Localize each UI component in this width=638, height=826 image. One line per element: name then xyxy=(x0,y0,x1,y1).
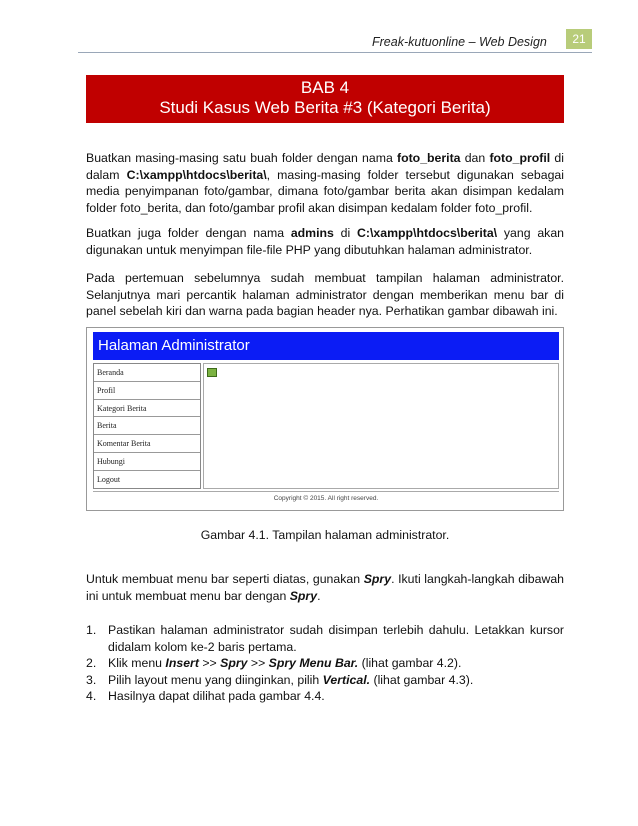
folder-name: foto_profil xyxy=(489,151,551,165)
running-title: Freak-kutuonline – Web Design xyxy=(372,35,547,49)
menu-item-logout[interactable]: Logout xyxy=(97,474,121,484)
list-item xyxy=(86,622,564,655)
step-text: >> xyxy=(198,656,221,671)
folder-name: foto_berita xyxy=(396,151,461,165)
text: Buatkan masing-masing satu buah folder dengan nama xyxy=(86,151,397,165)
list-number: 1. xyxy=(86,623,97,637)
paragraph-folders xyxy=(86,150,564,216)
list-item xyxy=(86,672,564,689)
text: Untuk membuat menu bar seperti diatas, gunakan xyxy=(86,572,364,586)
list-number: 4. xyxy=(86,689,97,704)
admin-sidebar-menu xyxy=(93,363,201,489)
text: di dalam xyxy=(86,151,564,182)
menu-item-hubungi[interactable]: Hubungi xyxy=(94,453,200,471)
broken-image-icon xyxy=(207,368,217,377)
step-text: >> xyxy=(247,656,269,671)
admin-header: Halaman Administrator xyxy=(93,332,559,360)
step-text: (lihat gambar 4.2). xyxy=(358,656,462,671)
text: . Ikuti langkah-langkah dibawah ini untuk membuat menu bar dengan xyxy=(86,572,564,603)
keyword: Spry xyxy=(220,656,248,671)
folder-path: C:\xampp\htdocs\berita\ xyxy=(357,226,498,240)
text: dan xyxy=(460,151,490,165)
paragraph-spry xyxy=(86,571,564,604)
folder-path: C:\xampp\htdocs\berita\ xyxy=(126,167,267,182)
text: . xyxy=(317,588,321,603)
menu-item-kategori-berita[interactable]: Kategori Berita xyxy=(94,400,200,418)
step-text: (lihat gambar 4.3). xyxy=(370,672,474,687)
text: , masing-masing folder tersebut digunakan sebagai media penyimpanan foto/gambar, dimana foto/gambar berita akan disimpan kedalam folder foto_berita, dan foto/gambar profil akan disimpan kedalam folder foto_profil. xyxy=(86,167,564,215)
menu-item-profil[interactable]: Profil xyxy=(94,382,200,400)
paragraph-admins xyxy=(86,225,564,258)
admin-footer: Copyright © 2015. All right reserved. xyxy=(93,491,559,506)
chapter-title: Studi Kasus Web Berita #3 (Kategori Berita) xyxy=(159,98,491,117)
header-rule xyxy=(78,52,592,53)
text: yang akan digunakan untuk menyimpan file-file PHP yang dibutuhkan halaman administrator. xyxy=(86,226,564,257)
list-number: 3. xyxy=(86,672,97,687)
menu-item-beranda[interactable]: Beranda xyxy=(94,364,200,382)
keyword: Spry Menu Bar. xyxy=(268,656,359,671)
paragraph-intro-figure: Pada pertemuan sebelumnya sudah membuat tampilan halaman administrator. Selanjutnya mari percantik halaman administrator dengan memberikan menu bar di panel sebelah kiri dan warna pada bagian header nya. Perhatikan gambar dibawah ini. xyxy=(86,271,564,319)
admin-content-area xyxy=(203,363,559,489)
keyword: Spry xyxy=(363,572,392,586)
keyword: Vertical. xyxy=(322,672,371,687)
step-text: Klik menu xyxy=(108,656,166,671)
text: di xyxy=(333,226,358,240)
admin-screenshot-figure xyxy=(86,327,564,511)
step-text: Hasilnya dapat dilihat pada gambar 4.4. xyxy=(108,689,325,704)
folder-name: admins xyxy=(290,226,334,240)
figure-caption: Gambar 4.1. Tampilan halaman administrator. xyxy=(200,528,450,542)
text: Buatkan juga folder dengan nama xyxy=(86,226,291,240)
menu-item-komentar-berita[interactable]: Komentar Berita xyxy=(94,435,200,453)
keyword: Insert xyxy=(165,656,199,671)
step-text: Pastikan halaman administrator sudah disimpan terlebih dahulu. Letakkan kursor didalam kolom ke-2 baris pertama. xyxy=(108,623,564,654)
list-item xyxy=(86,688,564,705)
list-number: 2. xyxy=(86,656,97,671)
menu-item-berita[interactable]: Berita xyxy=(94,417,200,435)
chapter-heading xyxy=(86,75,564,123)
page-number: 21 xyxy=(566,29,592,49)
keyword: Spry xyxy=(289,588,318,603)
step-text: Pilih layout menu yang diinginkan, pilih xyxy=(108,672,323,687)
chapter-number: BAB 4 xyxy=(300,78,350,97)
list-item xyxy=(86,655,564,672)
steps-list xyxy=(86,622,564,705)
